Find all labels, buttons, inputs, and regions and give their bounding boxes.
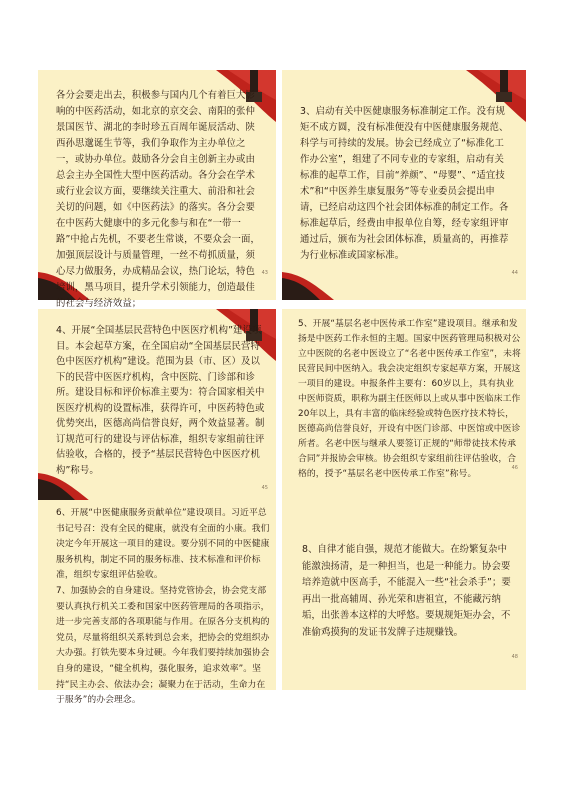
slide-43: [38, 70, 276, 309]
slide-body-text: 3、启动有关中医健康服务标准制定工作。没有规矩不成方圆，没有标准便没有中医健康服务规范、科学与可持续的发展。协会已经成立了“标准化工作办公室”，组建了不同专业的专家组，启动有关标准的起草工作，目前“养颜”、“母婴”、“适宜技术”和“中医养生康复服务”等专业委员会提出申请，已经启动这四个社会团体标准的制定工作。各标准起草后，经费由申报单位自筹，经专家组评审通过后，颁布为社会团体标准，质量高的，再推荐为行业标准或国家标准。: [300, 106, 509, 261]
slide-body-text: 各分会要走出去，积极参与国内几个有着巨大影响的中医药活动，如北京的京交会、南阳的张仲景国医节、湖北的李时珍五百周年诞辰活动、陕西孙思邈诞生节等，我们争取作为主办单位之一，或协办单位。鼓励各分会自主创新主办或由总会主办全国性大型中医药活动。各分会在学术或行业会议方面，要继续关注重大、前沿和社会关切的问题，如《中医药法》的落实。各分会要在中医药大健康中的多元化参与和在“一带一路”中抢占先机，不要老生常谈，不要众会一面，加强顶层设计与质量管理，一丝不苟抓质量，须心尽力做服务，办成精品会议，热门论坛，特色培训，黑马项目，提升学术引领能力，创造最佳的社会与经济效益；: [56, 90, 260, 309]
page-number: 43: [261, 270, 268, 276]
page-number: 48: [511, 654, 518, 660]
slide-47: [38, 500, 276, 706]
slide-48: [282, 500, 526, 690]
temple-roof-bottom-left: [282, 264, 334, 300]
page-number: 44: [511, 270, 518, 276]
slide-body-text: 5、开展“基层名老中医传承工作室”建设项目。继承和发扬是中医药工作永恒的主题。国家中医药管理局积极对公立中医院的名老中医设立了“名老中医传承工作室”，未将民营民间中医纳入。我会决定组织专家起草方案，开展这一项目的建设。申报条件主要有：60岁以上，具有执业中医师资质，职称为副主任医师以上或从事中医临床工作20年以上，具有丰富的临床经验或特色医疗技术特长，医德高尚信誉良好，开设有中医门诊部、中医馆或中医诊所者。名老中医与继承人要签订正规的“师带徒技术传承合同”并报协会审核。协会组织专家组前往评估验收，合格的，授予“基层名老中医传承工作室”称号。: [298, 319, 521, 479]
slide-body-text: 4、开展“全国基层民营特色中医医疗机构”建设项目。本会起草方案，在全国启动“全国基层民营特色中医医疗机构”建设。范围为县（市、区）及以下的民营中医医疗机构，含中医院、门诊部和诊所。建设目标和评价标准主要为：符合国家相关中医医疗机构的设置标准，获得许可，中医药特色或优势突出，医德高尚信誉良好，两个效益显著。制订规范可行的建设与评估标准，组织专家组前往评估验收，合格的，授予“基层民营特色中医医疗机构”称号。: [56, 325, 265, 476]
slide-body-text: 8、自律才能自强，规范才能做大。在纷繁复杂中能激浊扬清，是一种担当，也是一种能力。协会要培养造就中医高手，不能混入一些“社会杀手”；要再出一批高辅周、孙光荣和唐祖宣，不能藏污纳垢，出张善本这样的大呼悠。要规规矩矩办会，不准偷鸡摸狗的发证书发牌子违规赚钱。: [302, 544, 511, 638]
slide-46: [282, 309, 526, 501]
slide-44: [282, 70, 526, 300]
page-number: 46: [511, 465, 518, 471]
slide-45: [38, 309, 276, 501]
slide-body-text: 6、开展“中医健康服务贡献单位”建设项目。习近平总书记号召：没有全民的健康，就没有全面的小康。我们决定今年开展这一项目的建设。要分别不同的中医健康服务机构，制定不同的服务标准、技术标准和评价标准，组织专家组评估验收。 7、加强协会的自身建设。坚持党管协会，协会党支部要认真执行机关工委和国家中医药管理局的各项指示，进一步完善支部的各项职能与作用。在原各分支机构的党员，尽量将组织关系转到总会来，把协会的党组织办大办强。打铁先要本身过硬。今年我们要持续加强协会自身的建设，“健全机构，强化服务，追求效率”。坚持“民主办会、依法办会；凝聚力在于活动，生命力在于服务”的办会理念。: [56, 508, 270, 706]
page-number: 45: [261, 485, 268, 491]
